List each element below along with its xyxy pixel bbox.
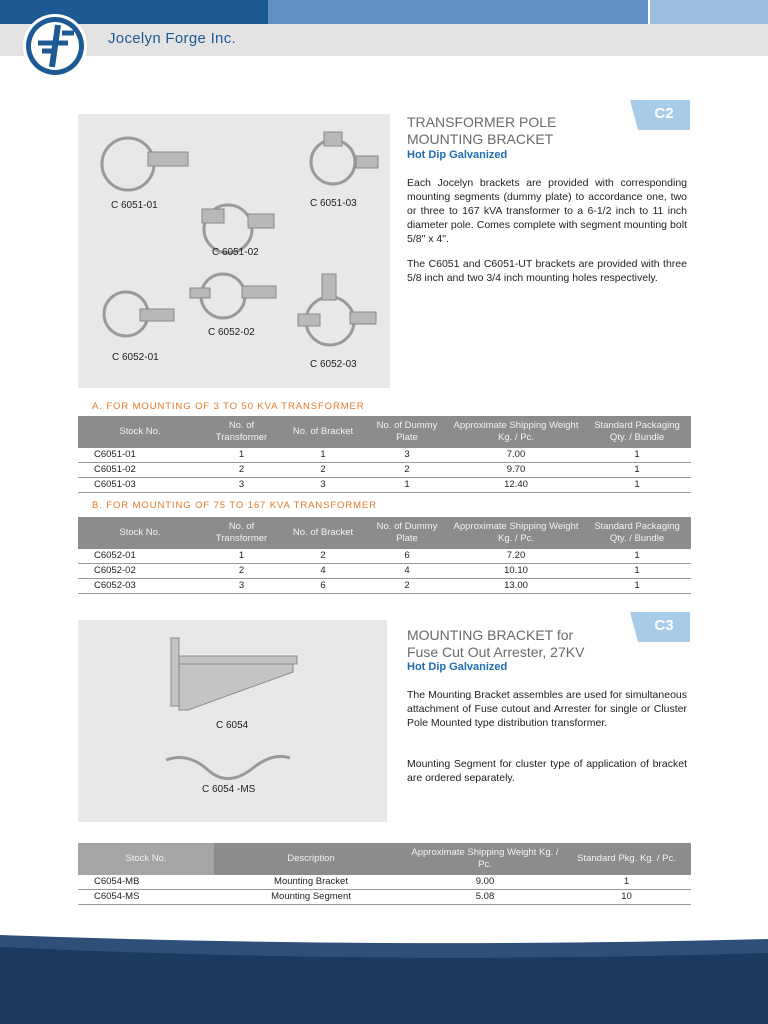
cell: 2 bbox=[281, 549, 365, 564]
table-row bbox=[78, 448, 691, 463]
cell: 3 bbox=[202, 478, 281, 493]
cell: C6054-MB bbox=[78, 875, 214, 890]
table-row bbox=[78, 875, 691, 890]
col-header: No. of Bracket bbox=[281, 416, 365, 448]
cell: 2 bbox=[365, 463, 449, 478]
cell: C6052-02 bbox=[78, 564, 202, 579]
cell: 1 bbox=[583, 549, 691, 564]
image-label: C 6051-01 bbox=[111, 200, 158, 211]
col-header: Stock No. bbox=[78, 843, 214, 875]
cell: 3 bbox=[281, 478, 365, 493]
cell: Mounting Bracket bbox=[214, 875, 408, 890]
cell: 1 bbox=[202, 549, 281, 564]
cell: 1 bbox=[562, 875, 691, 890]
section-tag-c2: C2 bbox=[638, 100, 690, 130]
cell: 1 bbox=[202, 448, 281, 463]
col-header: Stock No. bbox=[78, 416, 202, 448]
cell: 4 bbox=[365, 564, 449, 579]
cell: 9.00 bbox=[408, 875, 562, 890]
cell: 10 bbox=[562, 890, 691, 905]
cell: 2 bbox=[202, 564, 281, 579]
header-band-light bbox=[650, 0, 768, 24]
image-label: C 6052-02 bbox=[208, 327, 255, 338]
cell: 4 bbox=[281, 564, 365, 579]
col-header: Approximate Shipping Weight Kg. / Pc. bbox=[449, 416, 583, 448]
cell: 13.00 bbox=[449, 579, 583, 594]
cell: 1 bbox=[365, 478, 449, 493]
cell: C6051-02 bbox=[78, 463, 202, 478]
col-header: No. of Dummy Plate bbox=[365, 517, 449, 549]
c3-subtitle: Hot Dip Galvanized bbox=[407, 661, 508, 673]
cell: 5.08 bbox=[408, 890, 562, 905]
cell: 1 bbox=[583, 478, 691, 493]
col-header: Approximate Shipping Weight Kg. / Pc. bbox=[449, 517, 583, 549]
company-name: Jocelyn Forge Inc. bbox=[108, 30, 236, 47]
table-row bbox=[78, 549, 691, 564]
table-b bbox=[78, 517, 691, 594]
company-logo-icon bbox=[22, 13, 88, 79]
cell: 1 bbox=[583, 463, 691, 478]
header-band-mid bbox=[268, 0, 648, 24]
col-header: Standard Packaging Qty. / Bundle bbox=[583, 416, 691, 448]
c2-paragraph-2: The C6051 and C6051-UT brackets are provided with three 5/8 inch and two 3/4 inch mounting holes respectively. bbox=[407, 258, 687, 284]
cell: 3 bbox=[365, 448, 449, 463]
cell: 1 bbox=[583, 579, 691, 594]
table-b-caption: B. FOR MOUNTING OF 75 TO 167 KVA TRANSFORMER bbox=[92, 500, 377, 511]
cell: 6 bbox=[281, 579, 365, 594]
c3-paragraph-1: The Mounting Bracket assembles are used for simultaneous attachment of Fuse cutout and Arrester for single or Cluster Pole Mounted type distribution transformer. bbox=[407, 689, 687, 729]
image-label: C 6051-02 bbox=[212, 247, 259, 258]
image-label: C 6051-03 bbox=[310, 198, 357, 209]
table-row bbox=[78, 463, 691, 478]
c3-paragraph-2: Mounting Segment for cluster type of application of bracket are ordered separately. bbox=[407, 758, 687, 784]
c2-subtitle: Hot Dip Galvanized bbox=[407, 149, 508, 161]
col-header: No. of Transformer bbox=[202, 517, 281, 549]
cell: C6051-01 bbox=[78, 448, 202, 463]
c2-product-image-panel bbox=[78, 114, 390, 388]
cell: Mounting Segment bbox=[214, 890, 408, 905]
cell: C6052-03 bbox=[78, 579, 202, 594]
cell: 1 bbox=[583, 448, 691, 463]
image-label: C 6054 bbox=[216, 720, 249, 731]
table-row bbox=[78, 564, 691, 579]
cell: C6051-03 bbox=[78, 478, 202, 493]
table-c bbox=[78, 843, 691, 905]
cell: 2 bbox=[281, 463, 365, 478]
col-header: Stock No. bbox=[78, 517, 202, 549]
table-row bbox=[78, 579, 691, 594]
c2-title-line1: TRANSFORMER POLE bbox=[407, 114, 557, 130]
col-header: No. of Transformer bbox=[202, 416, 281, 448]
cell: 12.40 bbox=[449, 478, 583, 493]
col-header: Standard Packaging Qty. / Bundle bbox=[583, 517, 691, 549]
c2-title-line2: MOUNTING BRACKET bbox=[407, 131, 554, 147]
cell: 7.20 bbox=[449, 549, 583, 564]
table-header-row bbox=[78, 416, 691, 448]
col-header: No. of Dummy Plate bbox=[365, 416, 449, 448]
cell: 2 bbox=[365, 579, 449, 594]
cell: 1 bbox=[281, 448, 365, 463]
col-header: Standard Pkg. Kg. / Pc. bbox=[562, 843, 691, 875]
table-row bbox=[78, 890, 691, 905]
cell: 10.10 bbox=[449, 564, 583, 579]
c2-paragraph-1: Each Jocelyn brackets are provided with corresponding mounting segments (dummy plate) to accordance one, two or three to 167 kVA transformer to a 6-1/2 inch to 11 inch diameter pole. Comes complete with segment mounting bolt 5/8" x 4". bbox=[407, 177, 687, 245]
table-a-caption: A. FOR MOUNTING OF 3 TO 50 KVA TRANSFORMER bbox=[92, 401, 365, 412]
image-label: C 6052-03 bbox=[310, 359, 357, 370]
cell: 3 bbox=[202, 579, 281, 594]
footer-wave bbox=[0, 935, 768, 1024]
col-header: Approximate Shipping Weight Kg. / Pc. bbox=[408, 843, 562, 875]
c3-product-image-panel bbox=[78, 620, 387, 822]
table-header-row bbox=[78, 517, 691, 549]
col-header: No. of Bracket bbox=[281, 517, 365, 549]
cell: C6054-MS bbox=[78, 890, 214, 905]
cell: 1 bbox=[583, 564, 691, 579]
cell: C6052-01 bbox=[78, 549, 202, 564]
table-a bbox=[78, 416, 691, 493]
c3-title-line1: MOUNTING BRACKET for bbox=[407, 627, 574, 643]
image-label: C 6054 -MS bbox=[202, 784, 256, 795]
image-label: C 6052-01 bbox=[112, 352, 159, 363]
cell: 6 bbox=[365, 549, 449, 564]
table-header-row bbox=[78, 843, 691, 875]
cell: 2 bbox=[202, 463, 281, 478]
cell: 7.00 bbox=[449, 448, 583, 463]
cell: 9.70 bbox=[449, 463, 583, 478]
col-header: Description bbox=[214, 843, 408, 875]
table-row bbox=[78, 478, 691, 493]
section-tag-c3: C3 bbox=[638, 612, 690, 642]
c3-title-line2: Fuse Cut Out Arrester, 27KV bbox=[407, 644, 585, 660]
